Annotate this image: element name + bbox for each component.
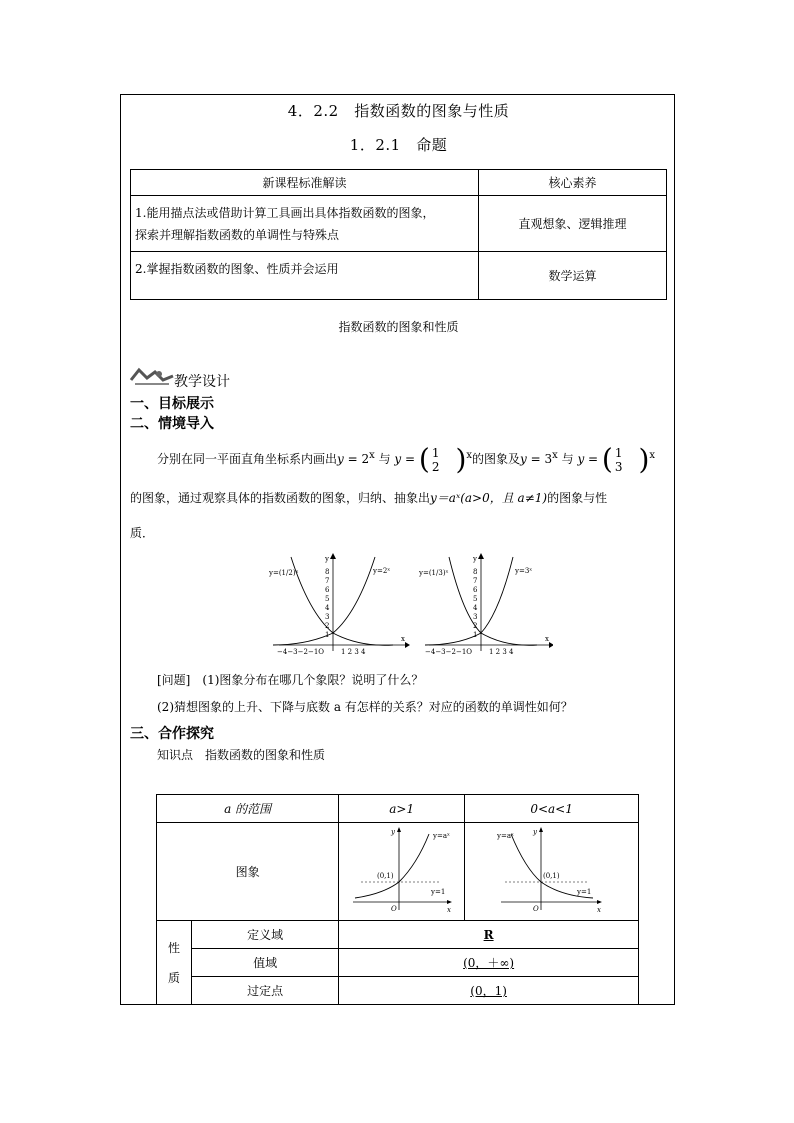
question-2: (2)猜想图象的上升、下降与底数 a 有怎样的关系？对应的函数的单调性如何？ <box>157 700 573 714</box>
conj-2: 与 <box>557 452 578 466</box>
ly-tick-8: 8 <box>325 568 330 576</box>
left-y-ticks <box>325 568 330 639</box>
graph-label: 图象 <box>157 823 339 921</box>
ry-tick-6: 6 <box>473 586 478 594</box>
frac-num-1: 1 <box>431 445 440 460</box>
property-label-1: 性 <box>167 940 180 955</box>
exp-2: x <box>466 450 473 461</box>
mg2-line: y=1 <box>576 888 591 896</box>
ry-tick-4: 4 <box>473 604 478 612</box>
conj-1: 与 <box>374 452 395 466</box>
literacy-cell-2: 数学运算 <box>479 252 667 300</box>
right-x-label: x <box>545 635 549 643</box>
fixed-point-name: 过定点 <box>192 977 339 1005</box>
intro-text-a: 分别在同一平面直角坐标系内画出 <box>157 452 338 466</box>
right-curve1-label: y=(1/3)ˣ <box>419 569 449 577</box>
graph-left <box>269 553 410 656</box>
frac-den-1: 2 <box>431 459 440 474</box>
ly-tick-4: 4 <box>325 604 330 612</box>
intro-paragraph-line1 <box>157 441 655 474</box>
ry-tick-5: 5 <box>473 595 478 603</box>
frac-num-2: 1 <box>614 445 623 460</box>
col-a-gt1: a>1 <box>339 795 465 823</box>
left-curve2-label: y=2ˣ <box>373 567 391 575</box>
exponential-graphs <box>269 553 553 657</box>
property-label-2: 质 <box>167 970 180 985</box>
teaching-design-label: 教学设计 <box>174 374 230 390</box>
ly-tick-2: 2 <box>325 622 330 630</box>
section-intro: 二、情境导入 <box>130 416 214 432</box>
ly-tick-5: 5 <box>325 595 330 603</box>
ly-tick-7: 7 <box>325 577 330 585</box>
intro-paragraph-line2 <box>130 489 607 506</box>
mg1-line: y=1 <box>430 888 445 896</box>
col-a-lt1: 0<a<1 <box>465 795 639 823</box>
eq-y-2: y <box>394 452 402 466</box>
ry-tick-2: 2 <box>473 622 478 630</box>
intro-text-c: 的图象与性 <box>547 491 608 505</box>
standard-1-line2: 探索并理解指数函数的单调性与特殊点 <box>135 227 340 242</box>
eq-y-1: y <box>337 452 344 466</box>
section-goal: 一、目标展示 <box>130 396 214 412</box>
mg2-y: y <box>532 828 537 836</box>
left-x-ticks-neg: −4−3−2−1O <box>277 648 325 656</box>
standards-table <box>130 169 667 300</box>
eq-sign-3: = <box>526 452 545 466</box>
section-explore: 三、合作探究 <box>130 726 214 742</box>
right-x-ticks-neg: −4−3−2−1O <box>425 648 473 656</box>
ry-tick-3: 3 <box>473 613 478 621</box>
graph-right <box>418 553 553 656</box>
domain-value: R <box>339 921 639 949</box>
ry-tick-7: 7 <box>473 577 478 585</box>
mg1-point: (0,1) <box>376 872 394 880</box>
eq-y-4: y <box>577 452 585 466</box>
question-line1 <box>157 671 423 688</box>
eq-y-3: y <box>520 452 527 466</box>
mg1-x: x <box>446 906 451 914</box>
fraction-third <box>615 446 623 474</box>
mg2-o: O <box>532 905 539 913</box>
graph-lt1-cell <box>465 823 639 921</box>
left-x-label: x <box>401 635 405 643</box>
eq-sign-4: = <box>584 452 602 466</box>
domain-name: 定义域 <box>192 921 339 949</box>
right-y-label: y <box>473 555 477 563</box>
graph-a-lt1 <box>497 824 607 916</box>
graph-and-text: 的图象及 <box>472 452 521 466</box>
question-1: (1)图象分布在哪几个象限？说明了什么？ <box>202 673 424 687</box>
property-label-cell <box>157 921 192 1005</box>
document-frame <box>120 94 675 1005</box>
intro-paragraph-line3: 质． <box>130 526 155 540</box>
ly-tick-1: 1 <box>325 631 330 639</box>
standard-1-line1: 1.能用描点法或借助计算工具画出具体指数函数的图象， <box>135 205 435 220</box>
literacy-header: 核心素养 <box>479 170 667 196</box>
exp-3: x <box>552 450 558 461</box>
range-value: (0，＋∞) <box>339 949 639 977</box>
eq-sign-1: = <box>343 452 362 466</box>
fixed-point-value: (0，1) <box>339 977 639 1005</box>
exp-1: x <box>369 450 375 461</box>
ly-tick-3: 3 <box>325 613 330 621</box>
ly-tick-6: 6 <box>325 586 330 594</box>
paren-left-2: ( <box>601 442 613 476</box>
left-y-label: y <box>325 555 329 563</box>
frac-den-2: 3 <box>614 459 623 474</box>
range-label: a 的范围 <box>224 802 272 816</box>
mg1-o: O <box>390 905 397 913</box>
literacy-cell-1: 直观想象、逻辑推理 <box>479 196 667 252</box>
graph-a-gt1 <box>347 824 457 916</box>
paren-left-1: ( <box>418 442 430 476</box>
left-x-ticks-pos: 1 2 3 4 <box>341 648 366 656</box>
mg2-point: (0,1) <box>542 872 560 880</box>
range-label-cell <box>157 795 339 823</box>
paren-right-1: ) <box>455 442 467 476</box>
right-x-ticks-pos: 1 2 3 4 <box>489 648 514 656</box>
main-title: 4．2.2 指数函数的图象与性质 <box>287 102 510 120</box>
range-name: 值域 <box>192 949 339 977</box>
left-curve1-label: y=(1/2)ˣ <box>269 569 299 577</box>
intro-text-b: 的图象，通过观察具体的指数函数的图象，归纳、抽象出 <box>130 491 431 505</box>
eq-sign-2: = <box>401 452 419 466</box>
base-2: 2 <box>361 452 370 466</box>
mg2-x: x <box>596 906 601 914</box>
section-subtitle: 指数函数的图象和性质 <box>338 320 459 334</box>
question-label: [问题] <box>157 673 191 687</box>
fraction-half <box>432 446 440 474</box>
exp-4: x <box>649 450 656 461</box>
mg1-curve: y=aˣ <box>432 832 450 840</box>
ry-tick-1: 1 <box>473 631 478 639</box>
standard-cell-2: 2.掌握指数函数的图象、性质并会运用 <box>131 252 479 300</box>
mg1-y: y <box>390 828 395 836</box>
knowledge-point: 知识点 指数函数的图象和性质 <box>157 748 326 762</box>
paren-right-2: ) <box>638 442 650 476</box>
graph-gt1-cell <box>339 823 465 921</box>
sub-title: 1．2.1 命题 <box>349 136 448 154</box>
mg2-curve: y=aˣ <box>496 832 514 840</box>
standards-header: 新课程标准解读 <box>131 170 479 196</box>
right-y-ticks <box>473 568 478 639</box>
ry-tick-8: 8 <box>473 568 478 576</box>
right-curve2-label: y=3ˣ <box>515 567 533 575</box>
teaching-design-icon <box>129 366 175 386</box>
standard-cell-1 <box>131 196 479 252</box>
properties-table <box>156 794 639 1005</box>
intro-formula: y＝aˣ(a>0，且 a≠1) <box>430 491 548 505</box>
base-3: 3 <box>544 452 553 466</box>
